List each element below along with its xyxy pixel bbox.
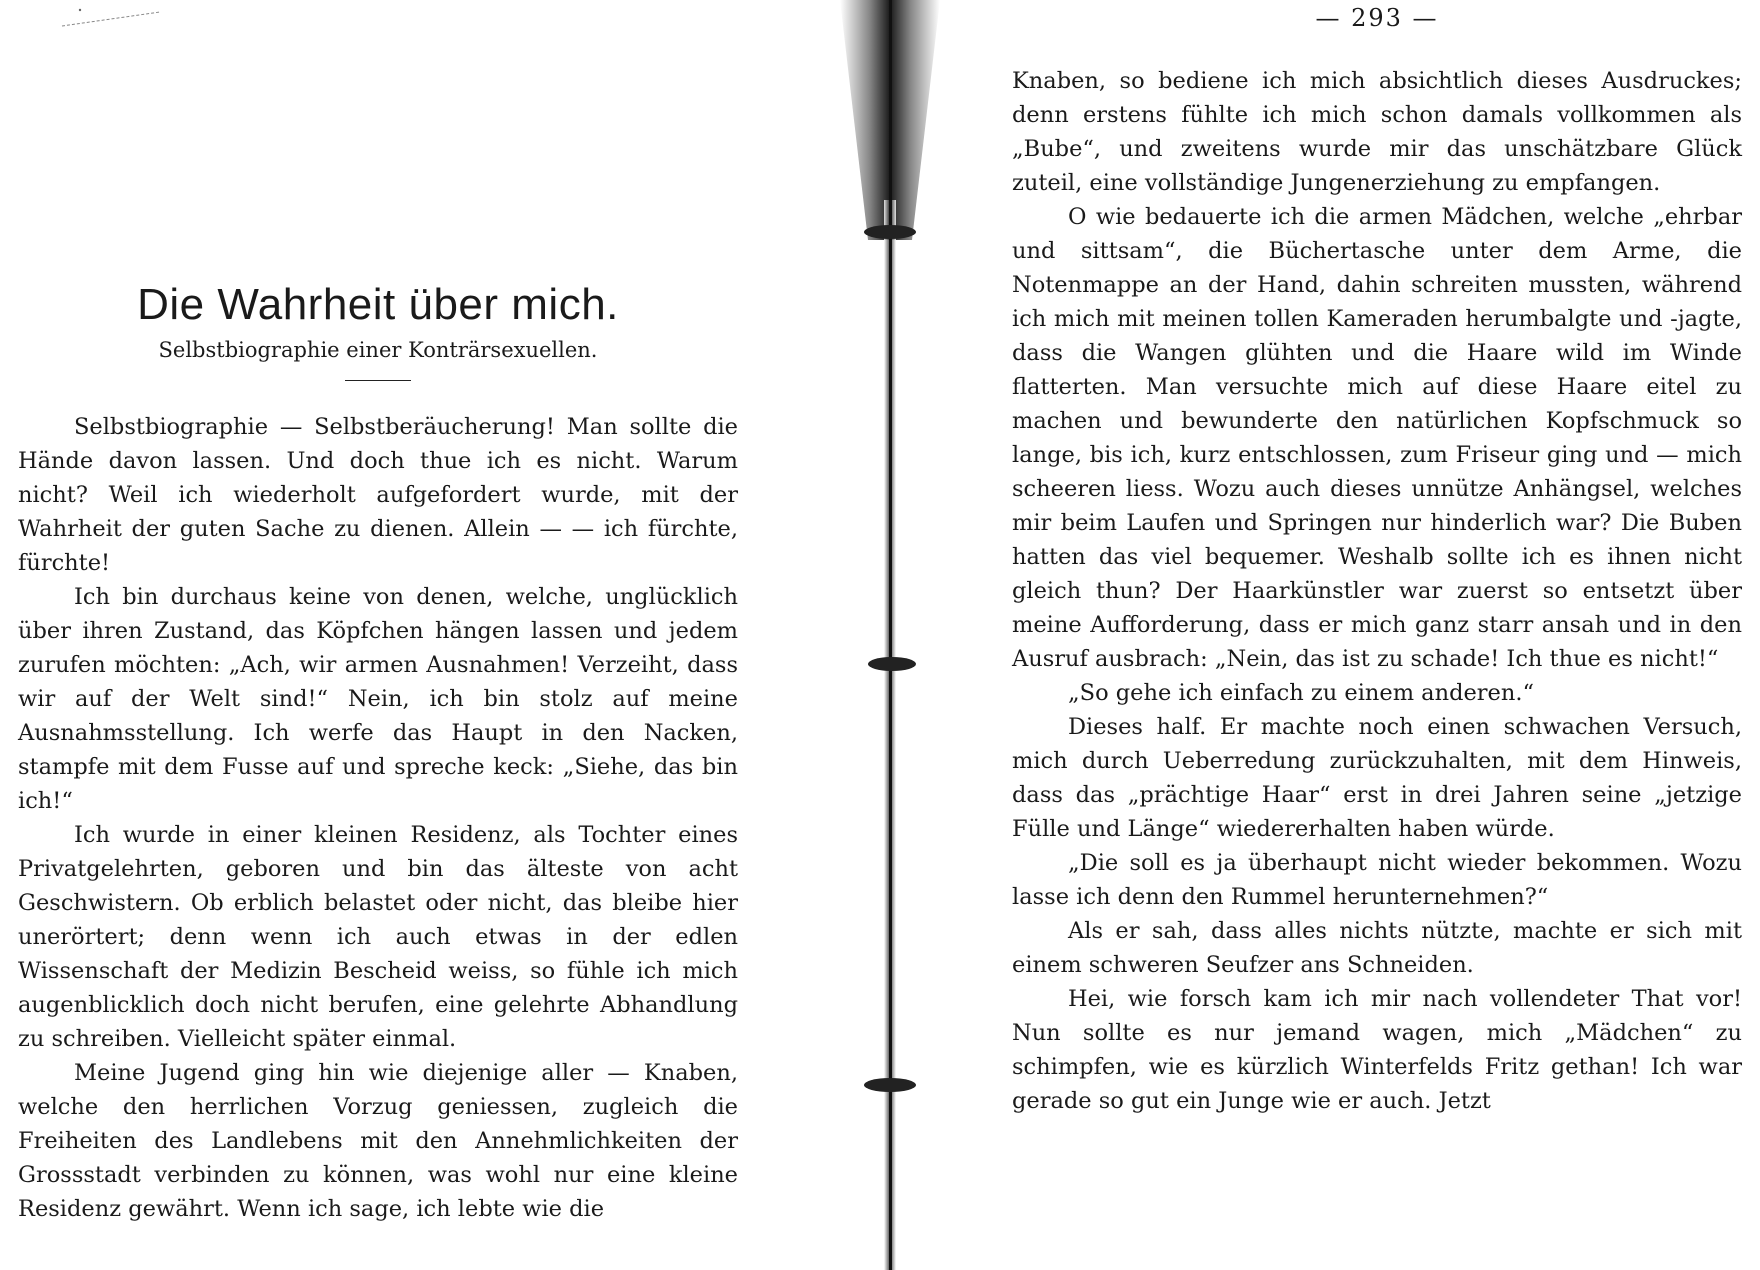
paragraph: Selbstbiographie — Selbstberäucherung! Man sollte die Hände davon lassen. Und doch thue ich es nicht. Warum nicht? Weil ich wiederholt aufgefordert wurde, mit der Wahrheit der guten Sache zu dienen. Allein — — ich fürchte, fürchte!: [18, 414, 738, 576]
paragraph: „So gehe ich einfach zu einem anderen.“: [1068, 680, 1535, 706]
paragraph: Knaben, so bediene ich mich absichtlich dieses Ausdruckes; denn erstens fühlte ich mich schon damals vollkommen als „Bube“, und zweitens wurde mir das unschätzbare Glück zuteil, eine vollständige Jungenerziehung zu empfangen.: [1012, 68, 1742, 196]
chapter-subtitle: Selbstbiographie einer Konträrsexuellen.: [158, 338, 598, 362]
paragraph: Ich bin durchaus keine von denen, welche, unglücklich über ihren Zustand, das Köpfchen hängen lassen und jedem zurufen möchten: „Ach, wir armen Ausnahmen! Verzeiht, dass wir auf der Welt sind!“ Nein, ich bin stolz auf meine Ausnahmsstellung. Ich werfe das Haupt in den Nacken, stampfe mit dem Fusse auf und spreche keck: „Siehe, das bin ich!“: [18, 584, 738, 814]
chapter-heading: [18, 280, 738, 381]
title-divider: [345, 380, 411, 381]
paragraph: Als er sah, dass alles nichts nützte, machte er sich mit einem schweren Seufzer ans Schneiden.: [1012, 918, 1742, 978]
binding-gutter: [820, 0, 960, 1270]
paragraph: Ich wurde in einer kleinen Residenz, als Tochter eines Privatgelehrten, geboren und bin das älteste von acht Geschwistern. Ob erblich belastet oder nicht, das bleibe hier unerörtert; denn wenn ich auch etwas in der edlen Wissenschaft der Medizin Bescheid weiss, so fühle ich mich augenblicklich doch nicht berufen, eine gelehrte Abhandlung zu schreiben. Vielleicht später einmal.: [18, 822, 738, 1052]
left-page: [18, 0, 738, 1270]
paragraph: O wie bedauerte ich die armen Mädchen, welche „ehrbar und sittsam“, die Büchertasche unter dem Arme, die Notenmappe an der Hand, dahin schreiten mussten, während ich mich mit meinen tollen Kameraden herumbalgte und -jagte, dass die Wangen glühten und die Haare wild im Winde flatterten. Man versuchte mich auf diese Haare eitel zu machen und bewunderte den natürlichen Kopfschmuck so lange, bis ich, kurz entschlossen, zum Friseur ging und — mich scheeren liess. Wozu auch dieses unnütze Anhängsel, welches mir beim Laufen und Springen nur hinderlich war? Die Buben hatten das viel bequemer. Weshalb sollte ich es ihnen nicht gleich thun? Der Haarkünstler war zuerst so entsetzt über meine Aufforderung, dass er mich ganz starr ansah und in den Ausruf ausbrach: „Nein, das ist zu schade! Ich thue es nicht!“: [1012, 204, 1742, 672]
left-page-body: [18, 410, 738, 1226]
paragraph: Hei, wie forsch kam ich mir nach vollendeter That vor! Nun sollte es nur jemand wagen, mich „Mädchen“ zu schimpfen, wie es kürzlich Winterfelds Fritz gethan! Ich war gerade so gut ein Junge wie er auch. Jetzt: [1012, 986, 1742, 1114]
page-number: — 293 —: [1315, 4, 1439, 32]
paragraph: Dieses half. Er machte noch einen schwachen Versuch, mich durch Ueberredung zurückzuhalten, mit dem Hinweis, dass das „prächtige Haar“ erst in drei Jahren seine „jetzige Fülle und Länge“ wiedererhalten haben würde.: [1012, 714, 1742, 842]
right-page: [1012, 0, 1742, 1270]
chapter-title: Die Wahrheit über mich.: [137, 280, 619, 329]
paragraph: Meine Jugend ging hin wie diejenige aller — Knaben, welche den herrlichen Vorzug geniessen, zugleich die Freiheiten des Landlebens mit den Annehmlichkeiten der Grossstadt verbinden zu können, was wohl nur eine kleine Residenz gewährt. Wenn ich sage, ich lebte wie die: [18, 1060, 738, 1222]
right-page-body: [1012, 64, 1742, 1118]
paragraph: „Die soll es ja überhaupt nicht wieder bekommen. Wozu lasse ich denn den Rummel herunternehmen?“: [1012, 850, 1742, 910]
